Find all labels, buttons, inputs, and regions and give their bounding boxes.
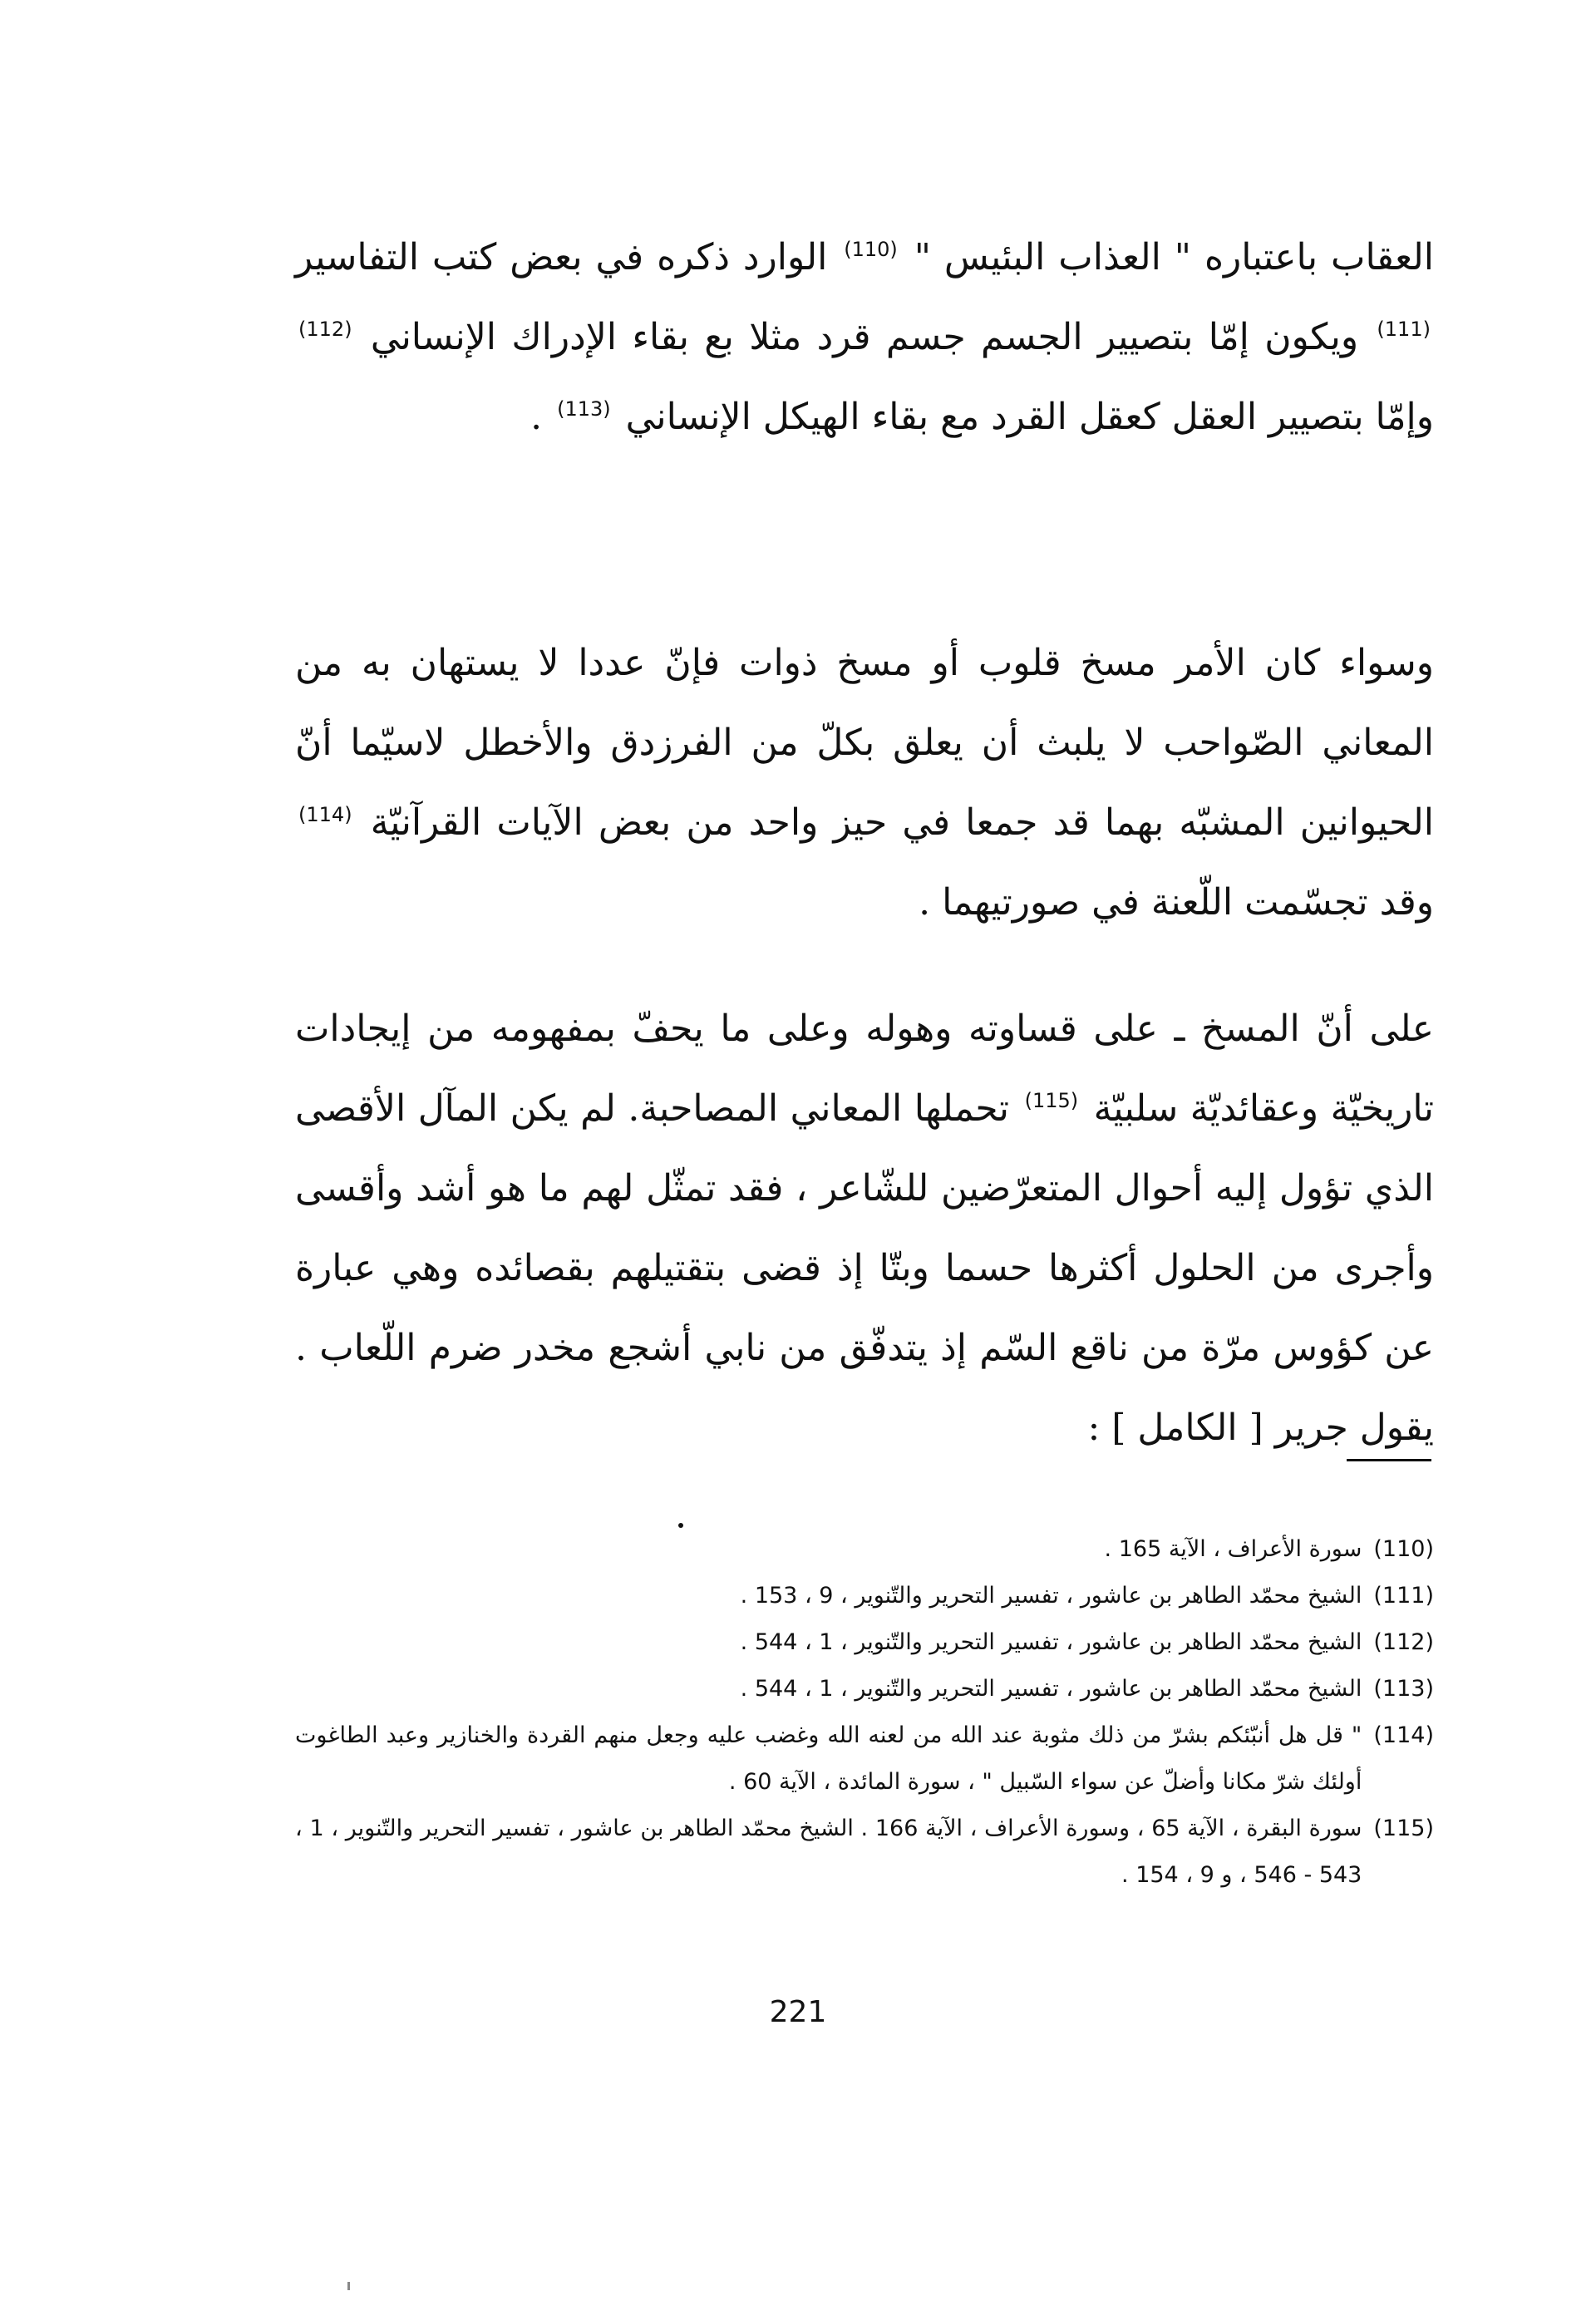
footnote-111 (295, 1573, 1434, 1619)
footnotes-list (295, 1526, 1434, 1899)
footnote-ref-111: (111) (1377, 318, 1431, 342)
footnote-110 (295, 1526, 1434, 1573)
footnote-ref-110: (110) (844, 238, 898, 262)
footnote-ref-112: (112) (298, 318, 352, 342)
footnote-112 (295, 1619, 1434, 1666)
p3-text-2: تحملها المعاني المصاحبة. لم يكن المآل الأقصى الذي تؤول إليه أحوال المتعرّضين للشّاعر ، فقد تمثّل لهم ما هو أشد وأقسى وأجرى من الحلول أكثرها حسما وبتّا إذ قضى بتقتيلهم بقصائده وهي عبارة عن كؤوس مرّة من ناقع السّم إذ يتدفّق من نابي أشجع مخدر ضرم اللّعاب . يقول جرير [ الكامل ] : (295, 1087, 1434, 1449)
p1-text-3: ويكون إمّا بتصيير الجسم جسم قرد مثلا بع بقاء الإدراك الإنساني (370, 316, 1359, 358)
scan-margin-mark (347, 2282, 350, 2290)
footnote-number: (115) (1373, 1816, 1434, 1841)
footnote-number: (111) (1373, 1583, 1434, 1609)
footnote-number: (113) (1373, 1676, 1434, 1702)
paragraph-1 (295, 218, 1434, 457)
page-number: 221 (769, 1995, 827, 2029)
footnote-text: سورة الأعراف ، الآية 165 . (1104, 1536, 1362, 1562)
footnote-115 (295, 1806, 1434, 1899)
footnote-text: " قل هل أنبّئكم بشرّ من ذلك مثوبة عند الله من لعنه الله وغضب عليه وجعل منهم القردة والخنازير وعبد الطاغوت أولئك شرّ مكانا وأضلّ عن سواء السّبيل " ، سورة المائدة ، الآية 60 . (295, 1722, 1362, 1795)
footnote-text: الشيخ محمّد الطاهر بن عاشور ، تفسير التحرير والتّنوير ، 9 ، 153 . (740, 1583, 1362, 1609)
paragraph-2 (295, 623, 1434, 943)
footnote-separator (1347, 1459, 1431, 1461)
p1-text-4: وإمّا بتصيير العقل كعقل القرد مع بقاء الهيكل الإنساني (625, 396, 1434, 438)
footnote-ref-114: (114) (298, 803, 352, 827)
footnote-113 (295, 1666, 1434, 1712)
p2-text-1: وسواء كان الأمر مسخ قلوب أو مسخ ذوات فإنّ عددا لا يستهان به من المعاني الصّواحب لا يلبث أن يعلق بكلّ من الفرزدق والأخطل لاسيّما أنّ الحيوانين المشبّه بهما قد جمعا في حيز واحد من بعض الآيات القرآنيّة (295, 642, 1434, 844)
footnote-text: الشيخ محمّد الطاهر بن عاشور ، تفسير التحرير والتّنوير ، 1 ، 544 . (740, 1676, 1362, 1702)
p1-text-5: . (530, 396, 543, 438)
p3-text-1: على أنّ المسخ ـ على قساوته وهوله وعلى ما يحفّ بمفهومه من إيجادات تاريخيّة وعقائديّة سلبيّة (295, 1008, 1434, 1130)
p1-text-1: العقاب باعتباره " العذاب البئيس " (914, 236, 1434, 278)
footnote-ref-113: (113) (557, 397, 611, 421)
footnote-number: (110) (1373, 1536, 1434, 1562)
p2-text-2: وقد تجسّمت اللّعنة في صورتيهما . (919, 881, 1434, 924)
paragraph-3 (295, 989, 1434, 1468)
footnote-number: (112) (1373, 1629, 1434, 1655)
p1-text-2: الوارد ذكره في بعض كتب التفاسير (295, 236, 828, 278)
footnote-text: الشيخ محمّد الطاهر بن عاشور ، تفسير التحرير والتّنوير ، 1 ، 544 . (740, 1629, 1362, 1655)
footnote-number: (114) (1373, 1722, 1434, 1748)
footnote-ref-115: (115) (1024, 1089, 1079, 1113)
footnote-text: سورة البقرة ، الآية 65 ، وسورة الأعراف ، الآية 166 . الشيخ محمّد الطاهر بن عاشور ، تفسير التحرير والتّنوير ، 1 ، 543 - 546 ، و 9 ، 154 . (295, 1816, 1362, 1888)
footnote-114 (295, 1712, 1434, 1806)
